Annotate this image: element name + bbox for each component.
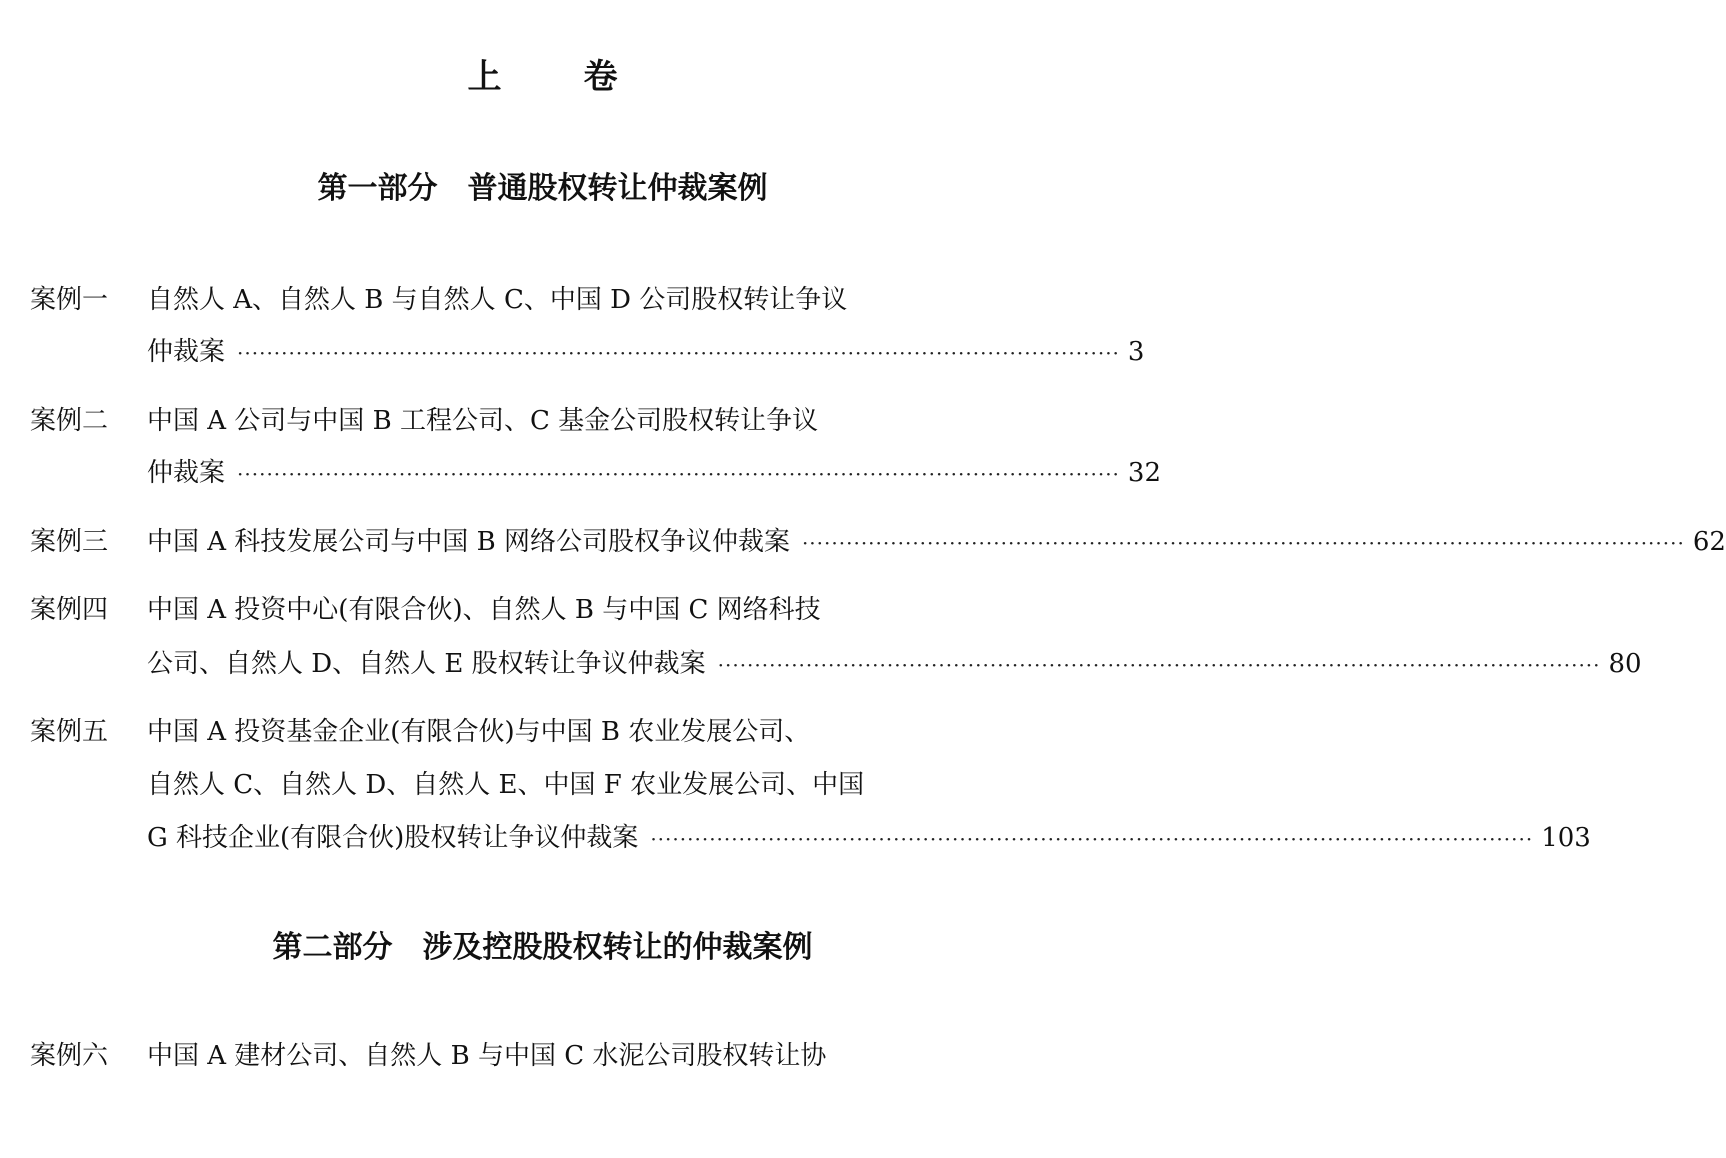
case-title-last-line bbox=[147, 522, 1726, 563]
case-title-line: 自然人 C、自然人 D、自然人 E、中国 F 农业发展公司、中国 bbox=[147, 770, 865, 800]
dot-leader: ························································································································ bbox=[650, 827, 1534, 851]
toc-entry[interactable] bbox=[30, 590, 1642, 682]
page-number: 80 bbox=[1608, 649, 1642, 679]
toc-entry[interactable] bbox=[30, 280, 1145, 370]
dot-leader: ························································································································ bbox=[237, 462, 1120, 486]
page-number: 103 bbox=[1541, 823, 1591, 853]
dot-leader: ························································································································ bbox=[801, 531, 1685, 555]
case-title-line: 自然人 A、自然人 B 与自然人 C、中国 D 公司股权转让争议 bbox=[147, 285, 848, 315]
case-label: 案例六 bbox=[30, 1041, 109, 1071]
volume-title: 上卷 bbox=[467, 57, 700, 97]
case-title-last-line bbox=[147, 818, 1591, 859]
case-label: 案例四 bbox=[30, 595, 109, 625]
case-label: 案例二 bbox=[30, 406, 109, 436]
case-title-last-line bbox=[147, 332, 1145, 373]
case-title-text: 中国 A 科技发展公司与中国 B 网络公司股权争议仲裁案 bbox=[147, 527, 790, 557]
dot-leader: ························································································································ bbox=[237, 341, 1120, 365]
case-title-text: G 科技企业(有限合伙)股权转让争议仲裁案 bbox=[147, 823, 639, 853]
case-label: 案例三 bbox=[30, 527, 109, 557]
case-title-last-line bbox=[147, 453, 1161, 494]
case-title-text: 公司、自然人 D、自然人 E 股权转让争议仲裁案 bbox=[147, 649, 706, 679]
toc-entry[interactable] bbox=[30, 522, 1726, 562]
case-label: 案例一 bbox=[30, 285, 109, 315]
case-title-text: 仲裁案 bbox=[147, 337, 226, 367]
page-number: 3 bbox=[1127, 337, 1145, 367]
part-title: 第一部分 普通股权转让仲裁案例 bbox=[317, 171, 768, 206]
case-title-line: 中国 A 投资中心(有限合伙)、自然人 B 与中国 C 网络科技 bbox=[147, 595, 821, 625]
case-title-text: 仲裁案 bbox=[147, 458, 226, 488]
page-number: 62 bbox=[1692, 527, 1726, 557]
case-label: 案例五 bbox=[30, 717, 109, 747]
case-title-line: 中国 A 建材公司、自然人 B 与中国 C 水泥公司股权转让协 bbox=[147, 1041, 827, 1071]
case-title-line: 中国 A 投资基金企业(有限合伙)与中国 B 农业发展公司、 bbox=[147, 717, 811, 747]
toc-entry[interactable] bbox=[30, 712, 1591, 854]
page-number: 32 bbox=[1127, 458, 1161, 488]
dot-leader: ························································································································ bbox=[717, 653, 1601, 677]
case-title-line: 中国 A 公司与中国 B 工程公司、C 基金公司股权转让争议 bbox=[147, 406, 819, 436]
part-title: 第二部分 涉及控股股权转让的仲裁案例 bbox=[272, 930, 813, 965]
toc-entry[interactable] bbox=[30, 1036, 1010, 1076]
toc-entry[interactable] bbox=[30, 401, 1161, 491]
case-title-last-line bbox=[147, 644, 1642, 685]
